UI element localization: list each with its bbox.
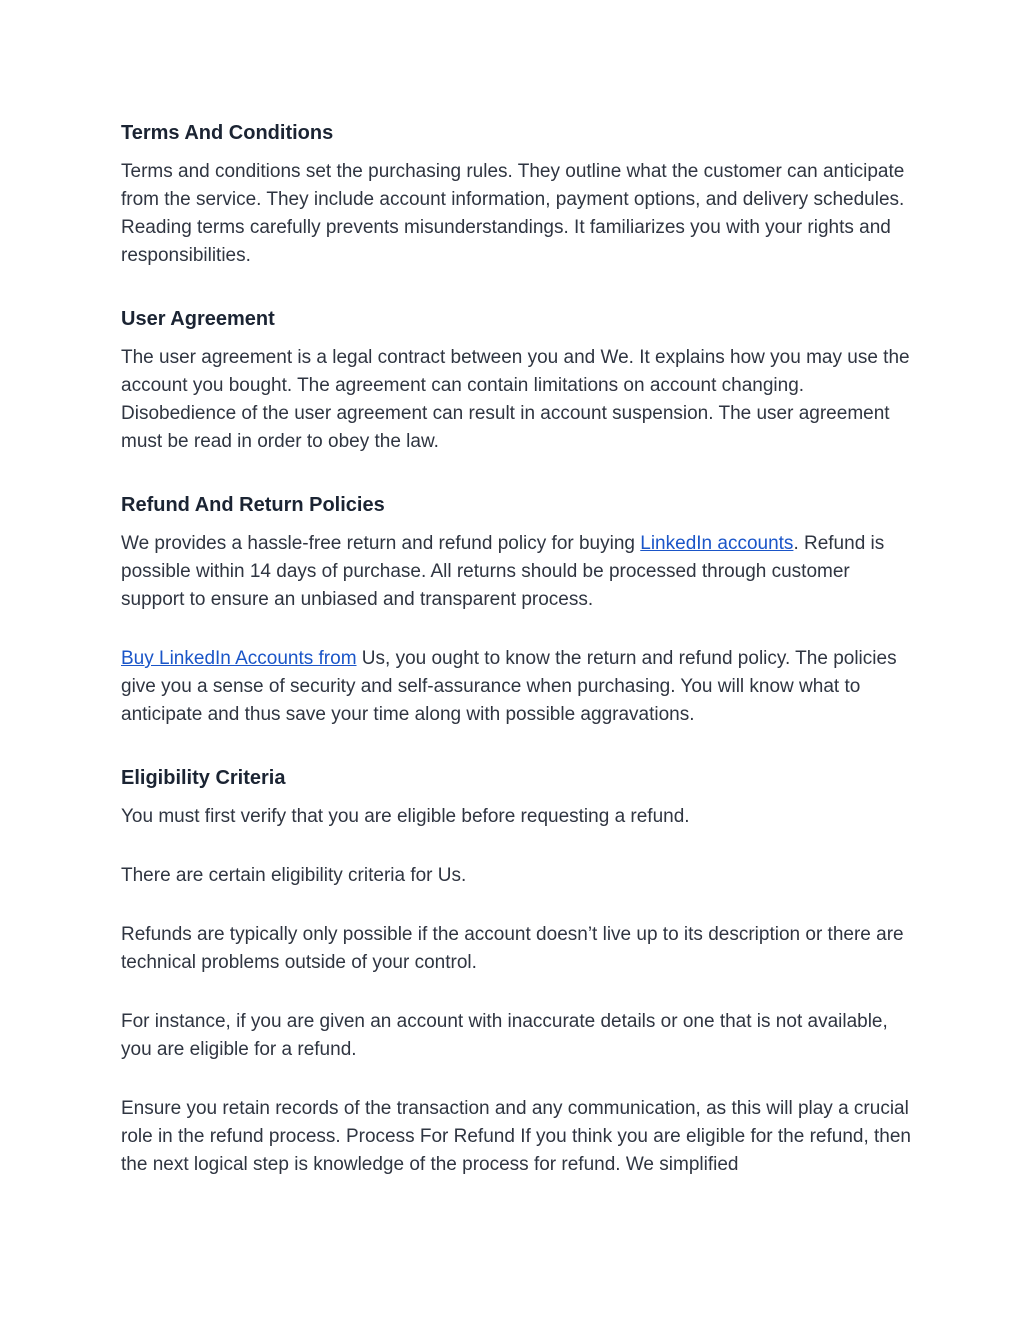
heading-refund-return: Refund And Return Policies <box>121 494 385 516</box>
paragraph-terms: Terms and conditions set the purchasing rules. They outline what the customer can anticipate from the service. They include account information, payment options, and delivery schedules. Reading terms carefully prevents misunderstandings. It familiarizes you with your rights and responsibilities. <box>121 161 905 266</box>
section-user-agreement <box>121 304 911 456</box>
heading-terms-and-conditions: Terms And Conditions <box>121 122 334 144</box>
paragraph-spacer <box>121 890 911 921</box>
paragraph-eligibility-2: There are certain eligibility criteria for Us. <box>121 865 467 886</box>
paragraph-refund-1-text-b: . Refund is possible within 14 days of purchase. All returns should be processed through customer support to ensure an unbiased and transparent process. <box>121 533 885 610</box>
paragraph-refund-2 <box>121 645 911 729</box>
heading-eligibility-criteria: Eligibility Criteria <box>121 767 286 789</box>
paragraph-spacer <box>121 614 911 645</box>
paragraph-eligibility-5: Ensure you retain records of the transaction and any communication, as this will play a crucial role in the refund process. Process For Refund If you think you are eligible for the refund, then the next logical step is knowledge of the process for refund. We simplified <box>121 1098 911 1175</box>
section-eligibility <box>121 763 911 1179</box>
section-refund-return <box>121 490 911 729</box>
linkedin-accounts-link[interactable]: LinkedIn accounts <box>640 533 794 554</box>
paragraph-spacer <box>121 1064 911 1095</box>
paragraph-spacer <box>121 977 911 1008</box>
paragraph-refund-1 <box>121 530 911 614</box>
paragraph-user-agreement: The user agreement is a legal contract between you and We. It explains how you may use the account you bought. The agreement can contain limitations on account changing. Disobedience of the user agreement can result in account suspension. The user agreement must be read in order to obey the law. <box>121 347 910 452</box>
buy-linkedin-accounts-link[interactable]: Buy LinkedIn Accounts from <box>121 648 357 669</box>
paragraph-eligibility-4: For instance, if you are given an account with inaccurate details or one that is not available, you are eligible for a refund. <box>121 1011 888 1060</box>
paragraph-spacer <box>121 831 911 862</box>
paragraph-refund-2-text: Us, you ought to know the return and refund policy. The policies give you a sense of security and self-assurance when purchasing. You will know what to anticipate and thus save your time along with possible aggravations. <box>121 648 897 725</box>
document-page <box>121 118 911 1213</box>
heading-user-agreement: User Agreement <box>121 308 275 330</box>
paragraph-eligibility-1: You must first verify that you are eligible before requesting a refund. <box>121 806 690 827</box>
section-terms <box>121 118 911 270</box>
paragraph-eligibility-3: Refunds are typically only possible if the account doesn’t live up to its description or there are technical problems outside of your control. <box>121 924 904 973</box>
paragraph-refund-1-text-a: We provides a hassle-free return and refund policy for buying <box>121 533 641 554</box>
